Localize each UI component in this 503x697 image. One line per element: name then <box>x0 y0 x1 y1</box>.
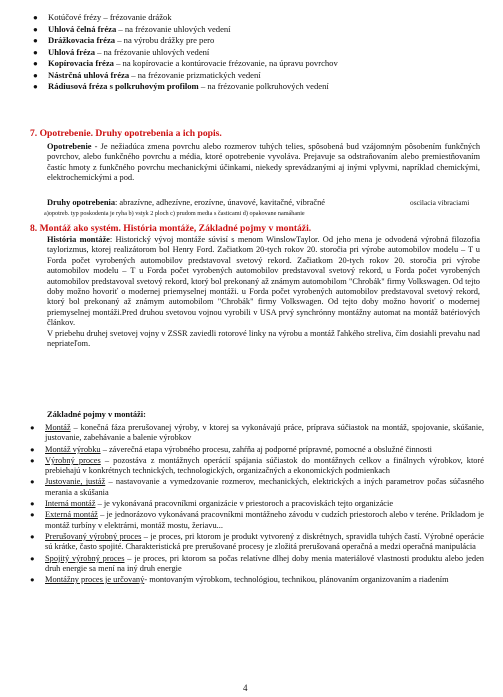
bullet-icon: ● <box>33 59 38 68</box>
section-8-heading: 8. Montáž ako systém. História montáže, Základné pojmy v montáži. <box>30 223 312 234</box>
term-opotrebenie: Opotrebenie <box>47 142 92 151</box>
bullet-icon: ● <box>30 499 35 509</box>
bullet-icon: ● <box>30 444 35 454</box>
list-item: ● Justovanie, justáž – nastavovanie a vymedzovanie rozmerov, mechanických, elektrických a iných parametrov počas súčasného merania a skúšania <box>30 477 484 497</box>
section-7-heading: 7. Opotrebenie. Druhy opotrebenia a ich popis. <box>30 128 222 139</box>
basic-terms-list <box>28 423 484 586</box>
list-item: ● Interná montáž – je vykonávaná pracovníkmi organizácie v priestoroch a pracoviskách tejto organizácie <box>30 499 394 509</box>
list-item: ● Nástrčná uhlová fréza – na frézovanie prizmatických vedení <box>33 69 261 80</box>
list-term: Uhlová čelná fréza <box>48 23 117 34</box>
list-item: ● Prerušovaný výrobný proces – je proces, pri ktorom je produkt vytvorený z diskrétnych, spravidla tuhých častí. Výrobné operácie sú krátke, často spojité. Charakteristická pre prerušované procesy je zložitá prerušovaná operačná a medzi operačná manipulácia <box>30 531 484 552</box>
list-item: ● Výrobný proces – pozostáva z montážnych operácií spájania súčiastok do montážnych celkov a finálnych výrobkov, ktoré prebiehajú v konkrétnych technických, technologických, organizačných a ekonomických podmienkach <box>30 455 484 476</box>
list-item: ● Kotúčové frézy – frézovanie drážok <box>33 12 172 22</box>
term-historia: História montáže <box>47 235 110 244</box>
bullet-icon: ● <box>33 13 38 22</box>
bullet-icon: ● <box>30 477 35 487</box>
wear-types-line: Druhy opotrebenia: abrazívne, adhezívne, erozívne, únavové, kavitačné, vibračné <box>47 198 325 207</box>
basic-terms-heading: Základné pojmy v montáži: <box>47 410 146 419</box>
list-item: ● Uhlová čelná fréza – na frézovanie uhlových vedení <box>33 23 231 34</box>
list-term: Drážkovacia fréza <box>48 35 116 45</box>
list-item: ● Externá montáž – je jednorázovo vykonávaná pracovníkmi montážneho závodu v cudzích priestoroch alebo v teréne. Príkladom je montáž turbíny v elektrárni, montáž mostu, žeriavu... <box>30 510 484 530</box>
bullet-icon: ● <box>30 510 35 520</box>
bullet-icon: ● <box>30 423 35 432</box>
list-item: ● Uhlová fréza – na frézovanie uhlových vedení <box>33 46 210 57</box>
bullet-icon: ● <box>33 47 38 57</box>
list-term: Rádiusová fréza s polkruhovým profilom <box>48 81 199 91</box>
list-term: Nástrčná uhlová fréza <box>48 69 130 80</box>
term-druhy: Druhy opotrebenia <box>47 198 116 207</box>
page-number: 4 <box>243 683 248 693</box>
bullet-icon: ● <box>30 575 35 585</box>
list-term: Uhlová fréza <box>48 46 96 57</box>
list-term: Kopírovacia fréza <box>48 58 114 68</box>
history-paragraph: História montáže: Historický vývoj montáže súvisí s menom WinslowTaylor. Od jeho mena je odvodená výrobná filozofia taylorizmus, ktorej realizátorom bol Henry Ford. Začiatkom 20-tych rokov 20. storočia pri výrobe automobilov modelu – T u Forda počet vyrobených automobilov predstavoval svetový rekord. Začiatkom 20-tych rokov 20. storočia pri výrobe automobilov modelu – T u Forda počet vyrobených automobilov predstavoval svetový rekord, u Forda počet vyrobených automobilov predstavoval svetový rekord, ktorý bol prekonaný až známym automobilom "Chrobák" firmy Volkswagen. Od tejto doby možno hovoriť o modernej priemyselnej montáži. u Forda počet vyrobených automobilov predstavoval svetový rekord, ktorý bol prekonaný až známym automobilom "Chrobák" firmy Volkswagen. Od tejto doby možno hovoriť o modernej priemyselnej montáži.Pred druhou svetovou vojnou vyrobili v USA prvý synchrónny montážny automat na montáž batériových článkov. V priebehu druhej svetovej vojny v ZSSR zaviedli rotorové linky na výrobu a montáž ľahkého streliva, čím dosiahli prevahu nad nepriateľom. <box>47 235 480 349</box>
list-item: ● Montáž výrobku – záverečná etapa výrobného procesu, zahŕňa aj podporné prípravné, pomocné a obslužné činnosti <box>30 444 432 454</box>
bullet-icon: ● <box>30 553 35 563</box>
bullet-icon: ● <box>33 82 38 91</box>
list-item: ● Drážkovacia fréza – na výrobu drážky pre pero <box>33 35 215 45</box>
bullet-icon: ● <box>33 36 38 45</box>
section-7-paragraph: Opotrebenie - Je nežiadúca zmena povrchu alebo rozmerov tuhých telies, spôsobená bud vzájomným pôsobením funkčných povrchov, alebo funkčného povrchu a média, ktoré opotrebenie vyvoláva. Prejavuje sa odstraňovaním alebo premiestňovaním častíc hmoty z funkčného povrchu mechanickými účinkami, niekedy sprevádzanými aj inými vplyvmi, napríklad chemickými, elektrochemickými a pod. <box>47 142 480 183</box>
bullet-icon: ● <box>30 455 35 465</box>
tool-list <box>30 12 480 93</box>
history-paragraph-2: V priebehu druhej svetovej vojny v ZSSR zaviedli rotorové linky na výrobu a montáž ľahkého streliva, čím dosiahli prevahu nad nepriateľom. <box>47 328 480 349</box>
list-item: ● Rádiusová fréza s polkruhovým profilom – na frézovanie polkruhových vedení <box>33 81 329 91</box>
bullet-icon: ● <box>30 531 35 541</box>
bullet-icon: ● <box>33 70 38 80</box>
bullet-icon: ● <box>33 24 38 34</box>
wear-types-notes: a)opotreb. typ poskodenia je ryha b) vstyk 2 ploch c) prudom media s časticami d) opakovane namáhanie <box>44 210 305 217</box>
list-term: Kotúčové frézy <box>48 12 102 22</box>
list-item: ● Kopírovacia fréza – na kopírovacie a kontúrovacie frézovanie, na úpravu povrchov <box>33 58 338 68</box>
list-item: ● Montážny proces je určovaný- montovaným výrobkom, technológiou, technikou, plánovaním organizovaním a riadením <box>30 575 449 585</box>
list-item: ● Montáž – konečná fáza prerušovanej výroby, v ktorej sa vykonávajú práce, príprava súčiastok na montáž, spojovanie, skúšanie, justovanie, zabehávanie a balenie výrobkov <box>30 423 484 443</box>
handwritten-note: oscilacia vibraciami <box>410 198 470 207</box>
list-item: ● Spojitý výrobný proces – je proces, pri ktorom sa počas relatívne dlhej doby menia materiálové vlastnosti produktu alebo jeden druh energie sa mení na iný druh energie <box>30 553 484 573</box>
